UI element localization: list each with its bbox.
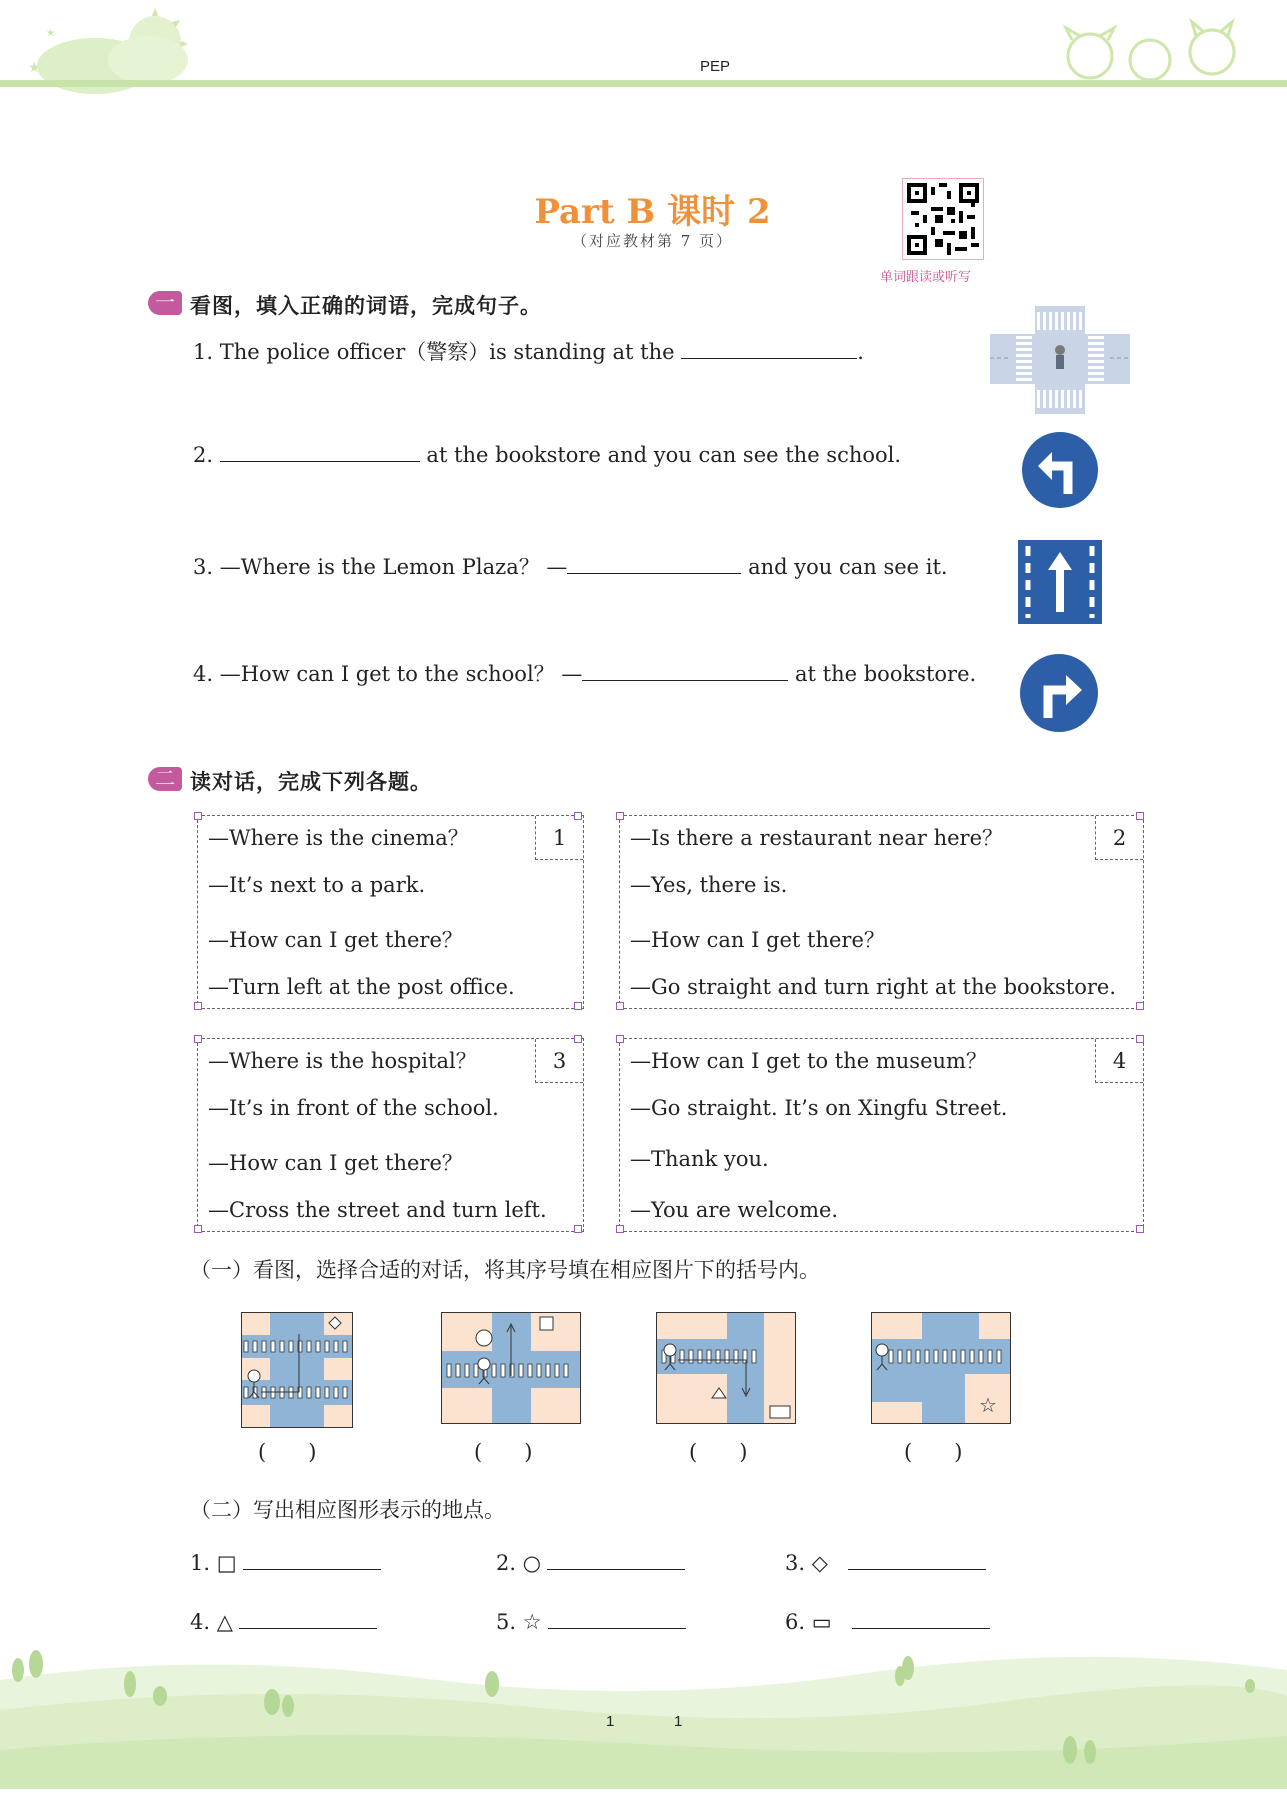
section-2-badge: 二: [148, 767, 182, 791]
answer-line[interactable]: [548, 1610, 686, 1629]
question-text-end: at the bookstore.: [795, 662, 977, 686]
dialog-line: —How can I get there？: [208, 1151, 463, 1175]
question-2: [193, 443, 901, 467]
question-3: [193, 551, 948, 581]
item-number: 2.: [496, 1551, 517, 1575]
box-handle: [616, 812, 624, 820]
box-handle: [616, 1002, 624, 1010]
map-picture-1: [241, 1312, 381, 1424]
box-handle: [194, 1225, 202, 1233]
question-text-end: and you can see it.: [748, 555, 948, 579]
answer-blank[interactable]: [582, 662, 788, 681]
answer-line[interactable]: [547, 1551, 685, 1570]
item-number: 3.: [785, 1551, 806, 1575]
square-icon: □: [216, 1551, 237, 1575]
section-2-heading: 读对话，完成下列各题。: [190, 770, 432, 794]
dialog-line: —How can I get to the museum？: [630, 1049, 987, 1073]
dialog-line: —Where is the hospital？: [208, 1049, 477, 1073]
dialog-line: —Go straight and turn right at the bookstore.: [630, 975, 1117, 999]
dialog-line: —Is there a restaurant near here？: [630, 826, 1004, 850]
item-number: 1.: [190, 1551, 211, 1575]
part2-instruction: （二）写出相应图形表示的地点。: [190, 1498, 505, 1522]
shape-item-3: [785, 1551, 986, 1575]
page-title: Part B 课时 2: [534, 192, 771, 232]
question-number: 1.: [193, 340, 214, 364]
circle-icon: ○: [522, 1551, 542, 1575]
shape-item-5: [496, 1610, 686, 1634]
item-number: 4.: [190, 1610, 211, 1634]
svg-text:★: ★: [28, 60, 41, 76]
answer-blank[interactable]: [220, 443, 420, 462]
box-handle: [1136, 1002, 1144, 1010]
box-handle: [616, 1035, 624, 1043]
dialog-number: 3: [535, 1039, 583, 1083]
qr-caption: 单词跟读或听写: [880, 270, 972, 285]
box-handle: [194, 1035, 202, 1043]
dialog-line: —How can I get there？: [630, 928, 885, 952]
answer-blank[interactable]: [681, 340, 857, 359]
dialog-line: —Yes, there is.: [630, 873, 788, 897]
question-text: at the bookstore and you can see the school.: [426, 443, 902, 467]
qr-code[interactable]: [902, 178, 984, 260]
box-handle: [574, 812, 582, 820]
box-handle: [574, 1225, 582, 1233]
box-handle: [1136, 1225, 1144, 1233]
dialog-line: —Cross the street and turn left.: [208, 1198, 547, 1222]
shape-item-2: [496, 1551, 685, 1575]
dialog-line: —Thank you.: [630, 1147, 769, 1171]
dialog-line: —How can I get there？: [208, 928, 463, 952]
box-handle: [1136, 1035, 1144, 1043]
turn-left-icon: [1020, 430, 1100, 514]
page-number-right: 1: [674, 1713, 683, 1730]
box-handle: [616, 1225, 624, 1233]
box-handle: [574, 1035, 582, 1043]
dialog-number: 2: [1095, 816, 1143, 860]
dialog-box-4: [619, 1038, 1144, 1232]
question-text: —Where is the Lemon Plaza？ —: [219, 555, 568, 579]
answer-paren-2[interactable]: ( ): [474, 1440, 533, 1464]
question-number: 4.: [193, 662, 214, 686]
question-text-end: .: [857, 340, 864, 364]
box-handle: [194, 812, 202, 820]
turn-right-icon: [1018, 652, 1100, 738]
item-number: 5.: [496, 1610, 517, 1634]
answer-paren-3[interactable]: ( ): [689, 1440, 748, 1464]
dialog-number: 4: [1095, 1039, 1143, 1083]
dialog-line: —Go straight. It’s on Xingfu Street.: [630, 1096, 1008, 1120]
box-handle: [574, 1002, 582, 1010]
map-picture-3: [656, 1312, 796, 1424]
question-number: 2.: [193, 443, 214, 467]
rectangle-icon: ▭: [811, 1610, 832, 1634]
crossing-icon: [990, 306, 1130, 418]
go-straight-icon: [1018, 540, 1102, 628]
shape-item-6: [785, 1610, 990, 1634]
page-number-left: 1: [606, 1713, 615, 1730]
map-picture-2: [441, 1312, 581, 1424]
question-text: The police officer（警察）is standing at the: [219, 340, 675, 364]
answer-line[interactable]: [243, 1551, 381, 1570]
map-picture-4: [871, 1312, 1011, 1424]
section-1-badge: 一: [148, 291, 182, 315]
dialog-line: —It’s next to a park.: [208, 873, 426, 897]
dialog-line: —You are welcome.: [630, 1198, 839, 1222]
dialog-number: 1: [535, 816, 583, 860]
dialog-line: —Turn left at the post office.: [208, 975, 515, 999]
answer-line[interactable]: [239, 1610, 377, 1629]
box-handle: [1136, 812, 1144, 820]
triangle-icon: △: [216, 1610, 233, 1634]
answer-paren-4[interactable]: ( ): [904, 1440, 963, 1464]
answer-line[interactable]: [852, 1610, 990, 1629]
question-text: —How can I get to the school？ —: [219, 662, 583, 686]
diamond-icon: ◇: [811, 1551, 828, 1575]
part1-instruction: （一）看图，选择合适的对话，将其序号填在相应图片下的括号内。: [190, 1258, 820, 1282]
dialog-box-2: [619, 815, 1144, 1009]
dialog-box-3: [197, 1038, 584, 1232]
answer-paren-1[interactable]: ( ): [258, 1440, 317, 1464]
dialog-line: —It’s in front of the school.: [208, 1096, 499, 1120]
question-1: [193, 336, 864, 366]
star-icon: ☆: [522, 1610, 542, 1634]
question-4: [193, 658, 976, 688]
answer-line[interactable]: [848, 1551, 986, 1570]
header-rule: [0, 80, 1287, 87]
question-number: 3.: [193, 555, 214, 579]
edition-label: PEP: [700, 58, 731, 75]
dialog-line: —Where is the cinema？: [208, 826, 469, 850]
dialog-box-1: [197, 815, 584, 1009]
page-subtitle: （对应教材第 7 页）: [571, 232, 734, 250]
answer-blank[interactable]: [567, 555, 741, 574]
box-handle: [194, 1002, 202, 1010]
section-1-heading: 看图，填入正确的词语，完成句子。: [190, 294, 542, 318]
shape-item-4: [190, 1610, 377, 1634]
item-number: 6.: [785, 1610, 806, 1634]
svg-text:★: ★: [46, 28, 55, 39]
footer-landscape: [0, 1640, 1287, 1789]
shape-item-1: [190, 1551, 381, 1575]
svg-text:☆: ☆: [979, 1393, 997, 1417]
